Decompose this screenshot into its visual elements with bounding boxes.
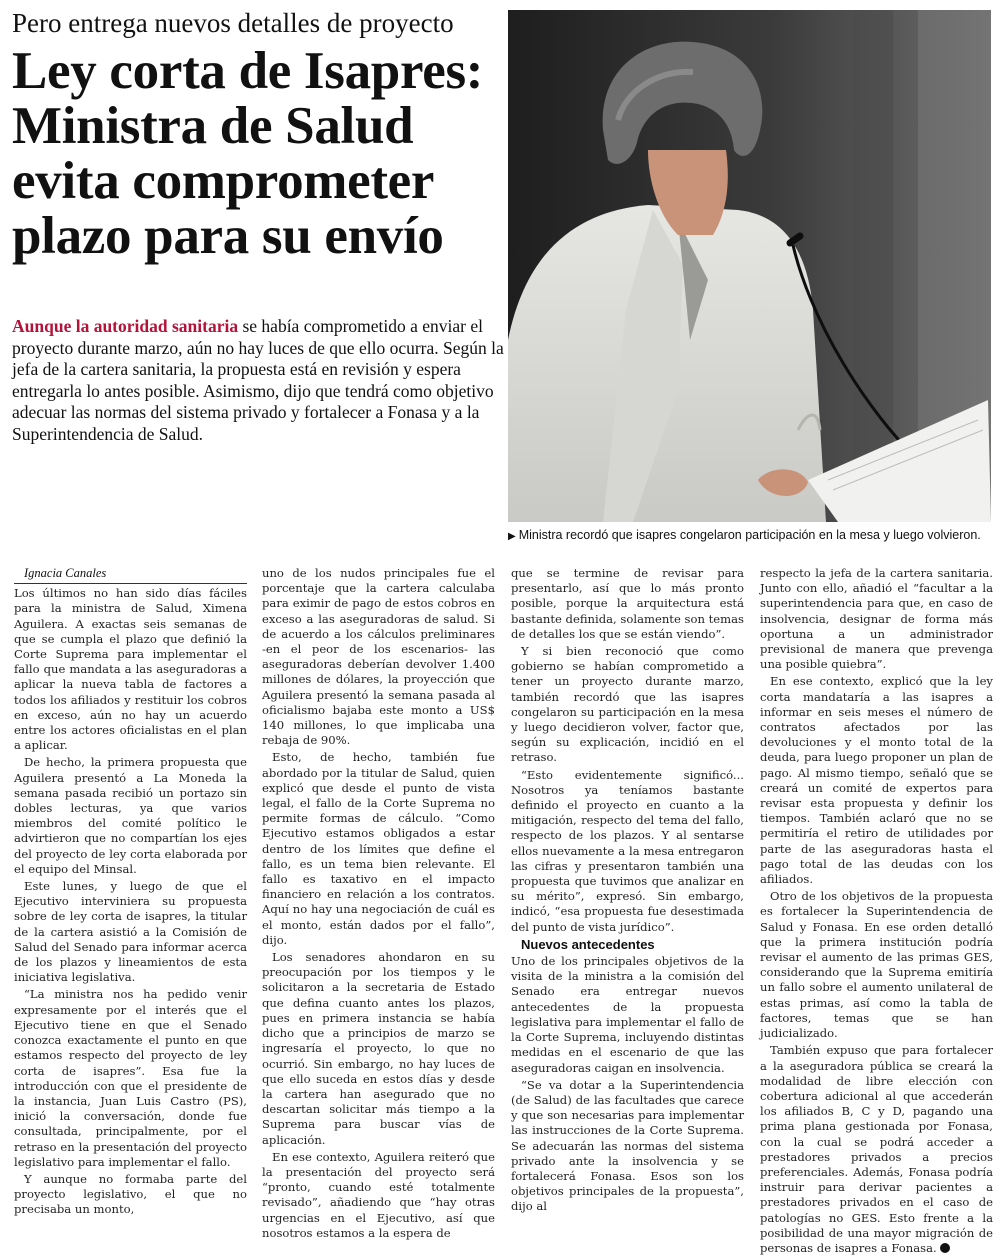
headline-line: Ley corta de Isapres: (12, 42, 484, 100)
headline-line: plazo para su envío (12, 207, 444, 265)
caption-arrow-icon: ▶ (508, 531, 516, 542)
body-paragraph: Y si bien reconoció que como gobierno se habían comprometido a tener un proyecto durante marzo, también recordó que las isapres congelaron su participación en la mesa y luego decidieron volver, factor que, según su explicación, incidió en el retraso. (511, 644, 744, 765)
body-paragraph: Los senadores ahondaron en su preocupación por los tiempos y le solicitaron a la secretaria de Estado que defina cuanto antes los plazos, pues en primera instancia se había dicho que a principios de marzo se ingresaría el proyecto, lo que no ocurrió. Sin embargo, no hay luces de que ello suceda en estos días y desde la cartera han asegurado que no descartan solicitar más tiempo a la Suprema para buscar vías de aplicación. (262, 950, 495, 1147)
section-subhead: Nuevos antecedentes (521, 936, 655, 952)
body-paragraph: En ese contexto, explicó que la ley corta mandataría a las isapres a informar en seis meses el número de contratos afectados por las devoluciones y el monto total de la deuda, para luego proponer un plan de pago. Al mismo tiempo, señaló que se creará un comité de expertos para revisar esta propuesta y definir los tiempos. También aclaró que no se permitiría el retiro de utilidades por parte de las aseguradoras hasta el pago total de las deudas con los afiliados. (760, 674, 993, 887)
lead-paragraph (12, 316, 504, 445)
caption-text: Ministra recordó que isapres congelaron participación en la mesa y luego volvieron. (518, 528, 981, 542)
body-paragraph: De hecho, la primera propuesta que Aguilera presentó a La Moneda la semana pasada recibió un portazo sin dobles lecturas, ya que varios miembros del comité político le advirtieron que no compartían los ejes del proyecto de ley corta elaborada por el equipo del Minsal. (14, 755, 247, 876)
byline: Ignacia Canales (14, 566, 247, 584)
body-paragraph: que se termine de revisar para presentarlo, así que lo más pronto posible, porque la arquitectura está bastante definida, solamente son temas de detalles los que se están viendo”. (511, 566, 744, 641)
end-mark-icon (940, 1243, 950, 1253)
column-3 (511, 566, 744, 1217)
body-paragraph: “La ministra nos ha pedido venir expresamente por el interés que el Ejecutivo tiene en que el Senado conozca exactamente el punto en que estamos respecto del proyecto de ley corta de isapres”. Esa fue la introducción con que el presidente de la instancia, Juan Luis Castro (PS), inició la conversación, donde fue consultada, principalmente, por el retraso en la presentación del proyecto legislativo para implementar el fallo. (14, 987, 247, 1169)
body-paragraph: “Esto evidentemente significó... Nosotros ya teníamos bastante definido el proyecto en cuanto a la mitigación, respecto del tema del fallo, respecto de los plazos. Y al sentarse ellos nuevamente a la mesa entregaron las cifras y presentaron también una propuesta que tuvimos que analizar en su mérito”, expresó. Sin embargo, indicó, “esa propuesta fue desestimada del punto de vista jurídico”. (511, 767, 744, 934)
column-2 (262, 566, 495, 1243)
kicker: Pero entrega nuevos detalles de proyecto (12, 8, 454, 38)
photo-caption (508, 527, 998, 545)
body-paragraph: respecto la jefa de la cartera sanitaria. Junto con ello, añadió el “facultar a la superintendencia para que, en caso de insolvencia, designar de forma más oportuna a un administrador previsional de manera que prevenga una posible quiebra”. (760, 566, 993, 672)
body-paragraph: Este lunes, y luego de que el Ejecutivo interviniera su propuesta sobre de ley corta de isapres, la titular de la cartera asistió a la Comisión de Salud del Senado para informar acerca de los plazos y lineamientos de esta iniciativa legislativa. (14, 879, 247, 985)
body-paragraph: Esto, de hecho, también fue abordado por la titular de Salud, quien explicó que desde el punto de vista legal, el fallo de la Corte Suprema no permite formas de cálculo. “Como Ejecutivo estamos obligados a estar dentro de los límites que define el fallo, es un tema bien relevante. El fallo es taxativo en el impacto financiero en relación a los contratos. Aquí no hay una negociación de cuál es el monto, están dados por el fallo”, dijo. (262, 750, 495, 947)
headline-line: Ministra de Salud (12, 97, 414, 155)
body-paragraph: “Se va dotar a la Superintendencia (de Salud) de las facultades que carece y que son necesarias para implementar las instrucciones de la Corte Suprema. Se adecuarán las normas del sistema privado ante la insolvencia y se fortalecerá Fonasa. Esos son los objetivos principales de la propuesta”, dijo al (511, 1077, 744, 1214)
lead-highlight: Aunque la autoridad sanitaria (12, 316, 239, 336)
minister-photo (508, 10, 991, 522)
headline (12, 44, 504, 264)
body-paragraph: Los últimos no han sido días fáciles para la ministra de Salud, Ximena Aguilera. A exactas seis semanas de que se cumpla el plazo que definió la Corte Suprema para implementar el fallo que mandata a las aseguradoras a aplicar la nueva tabla de factores a todos los afiliados y restituir los cobros en exceso, aún no hay un acuerdo entre los actores oficialistas en el plan a aplicar. (14, 586, 247, 753)
body-paragraph-text: También expuso que para fortalecer a la aseguradora pública se creará la modalidad de libre elección con cobertura adicional al que accederán los afiliados B, C y D, pagando una prima plana gestionada por Fonasa, con la cual se podrá acceder a prestadores privados a precios preferenciales. Además, Fonasa podría instruir para derivar pacientes a prestadores privados en el caso de patologías no GES. Esto frente a la posibilidad de una mayor migración de personas de isapres a Fonasa. (760, 1043, 993, 1255)
body-paragraph: En ese contexto, Aguilera reiteró que la presentación del proyecto será “pronto, cuando esté totalmente revisado”, añadiendo que “hay otras urgencias en el Ejecutivo, así que nosotros estamos a la espera de (262, 1149, 495, 1240)
body-paragraph: uno de los nudos principales fue el porcentaje que la cartera calculaba para eximir de pago de estos cobros en exceso a las aseguradoras de salud. Si de acuerdo a los cálculos preliminares -en el peor de los escenarios- las aseguradoras deberían devolver 1.400 millones de dólares, la proyección que Aguilera presentó la semana pasada al oficialismo bajaba este monto a US$ 140 millones, lo que implicaba una rebaja de 90%. (262, 566, 495, 748)
body-paragraph: Otro de los objetivos de la propuesta es fortalecer la Superintendencia de Salud y Fonasa. En ese orden detalló que la primera institución podría revisar el aumento de las primas GES, considerando que la Suprema emitiría un fallo sobre el aumento unilateral de estas primas, así como la tabla de factores, temas que se han judicializado. (760, 889, 993, 1041)
headline-line: evita comprometer (12, 152, 435, 210)
body-paragraph: Y aunque no formaba parte del proyecto legislativo, el que no precisaba un monto, (14, 1171, 247, 1217)
column-1 (14, 566, 247, 1220)
body-paragraph: Uno de los principales objetivos de la visita de la ministra a la comisión del Senado era entregar nuevos antecedentes de la propuesta legislativa para implementar el fallo de la Corte Suprema, incluyendo distintas medidas en el escenario de que las aseguradoras caigan en insolvencia. (511, 954, 744, 1075)
lead-text: se había comprometido a enviar el proyecto durante marzo, aún no hay luces de que ello ocurra. Según la jefa de la cartera sanitaria, la propuesta está en revisión y espera entregarla lo antes posible. Asimismo, dijo que tendrá como objetivo adecuar las normas del sistema privado y fortalecer a Fonasa y a la Superintendencia de Salud. (12, 316, 504, 444)
body-paragraph-final (760, 1043, 993, 1256)
column-4 (760, 566, 993, 1258)
